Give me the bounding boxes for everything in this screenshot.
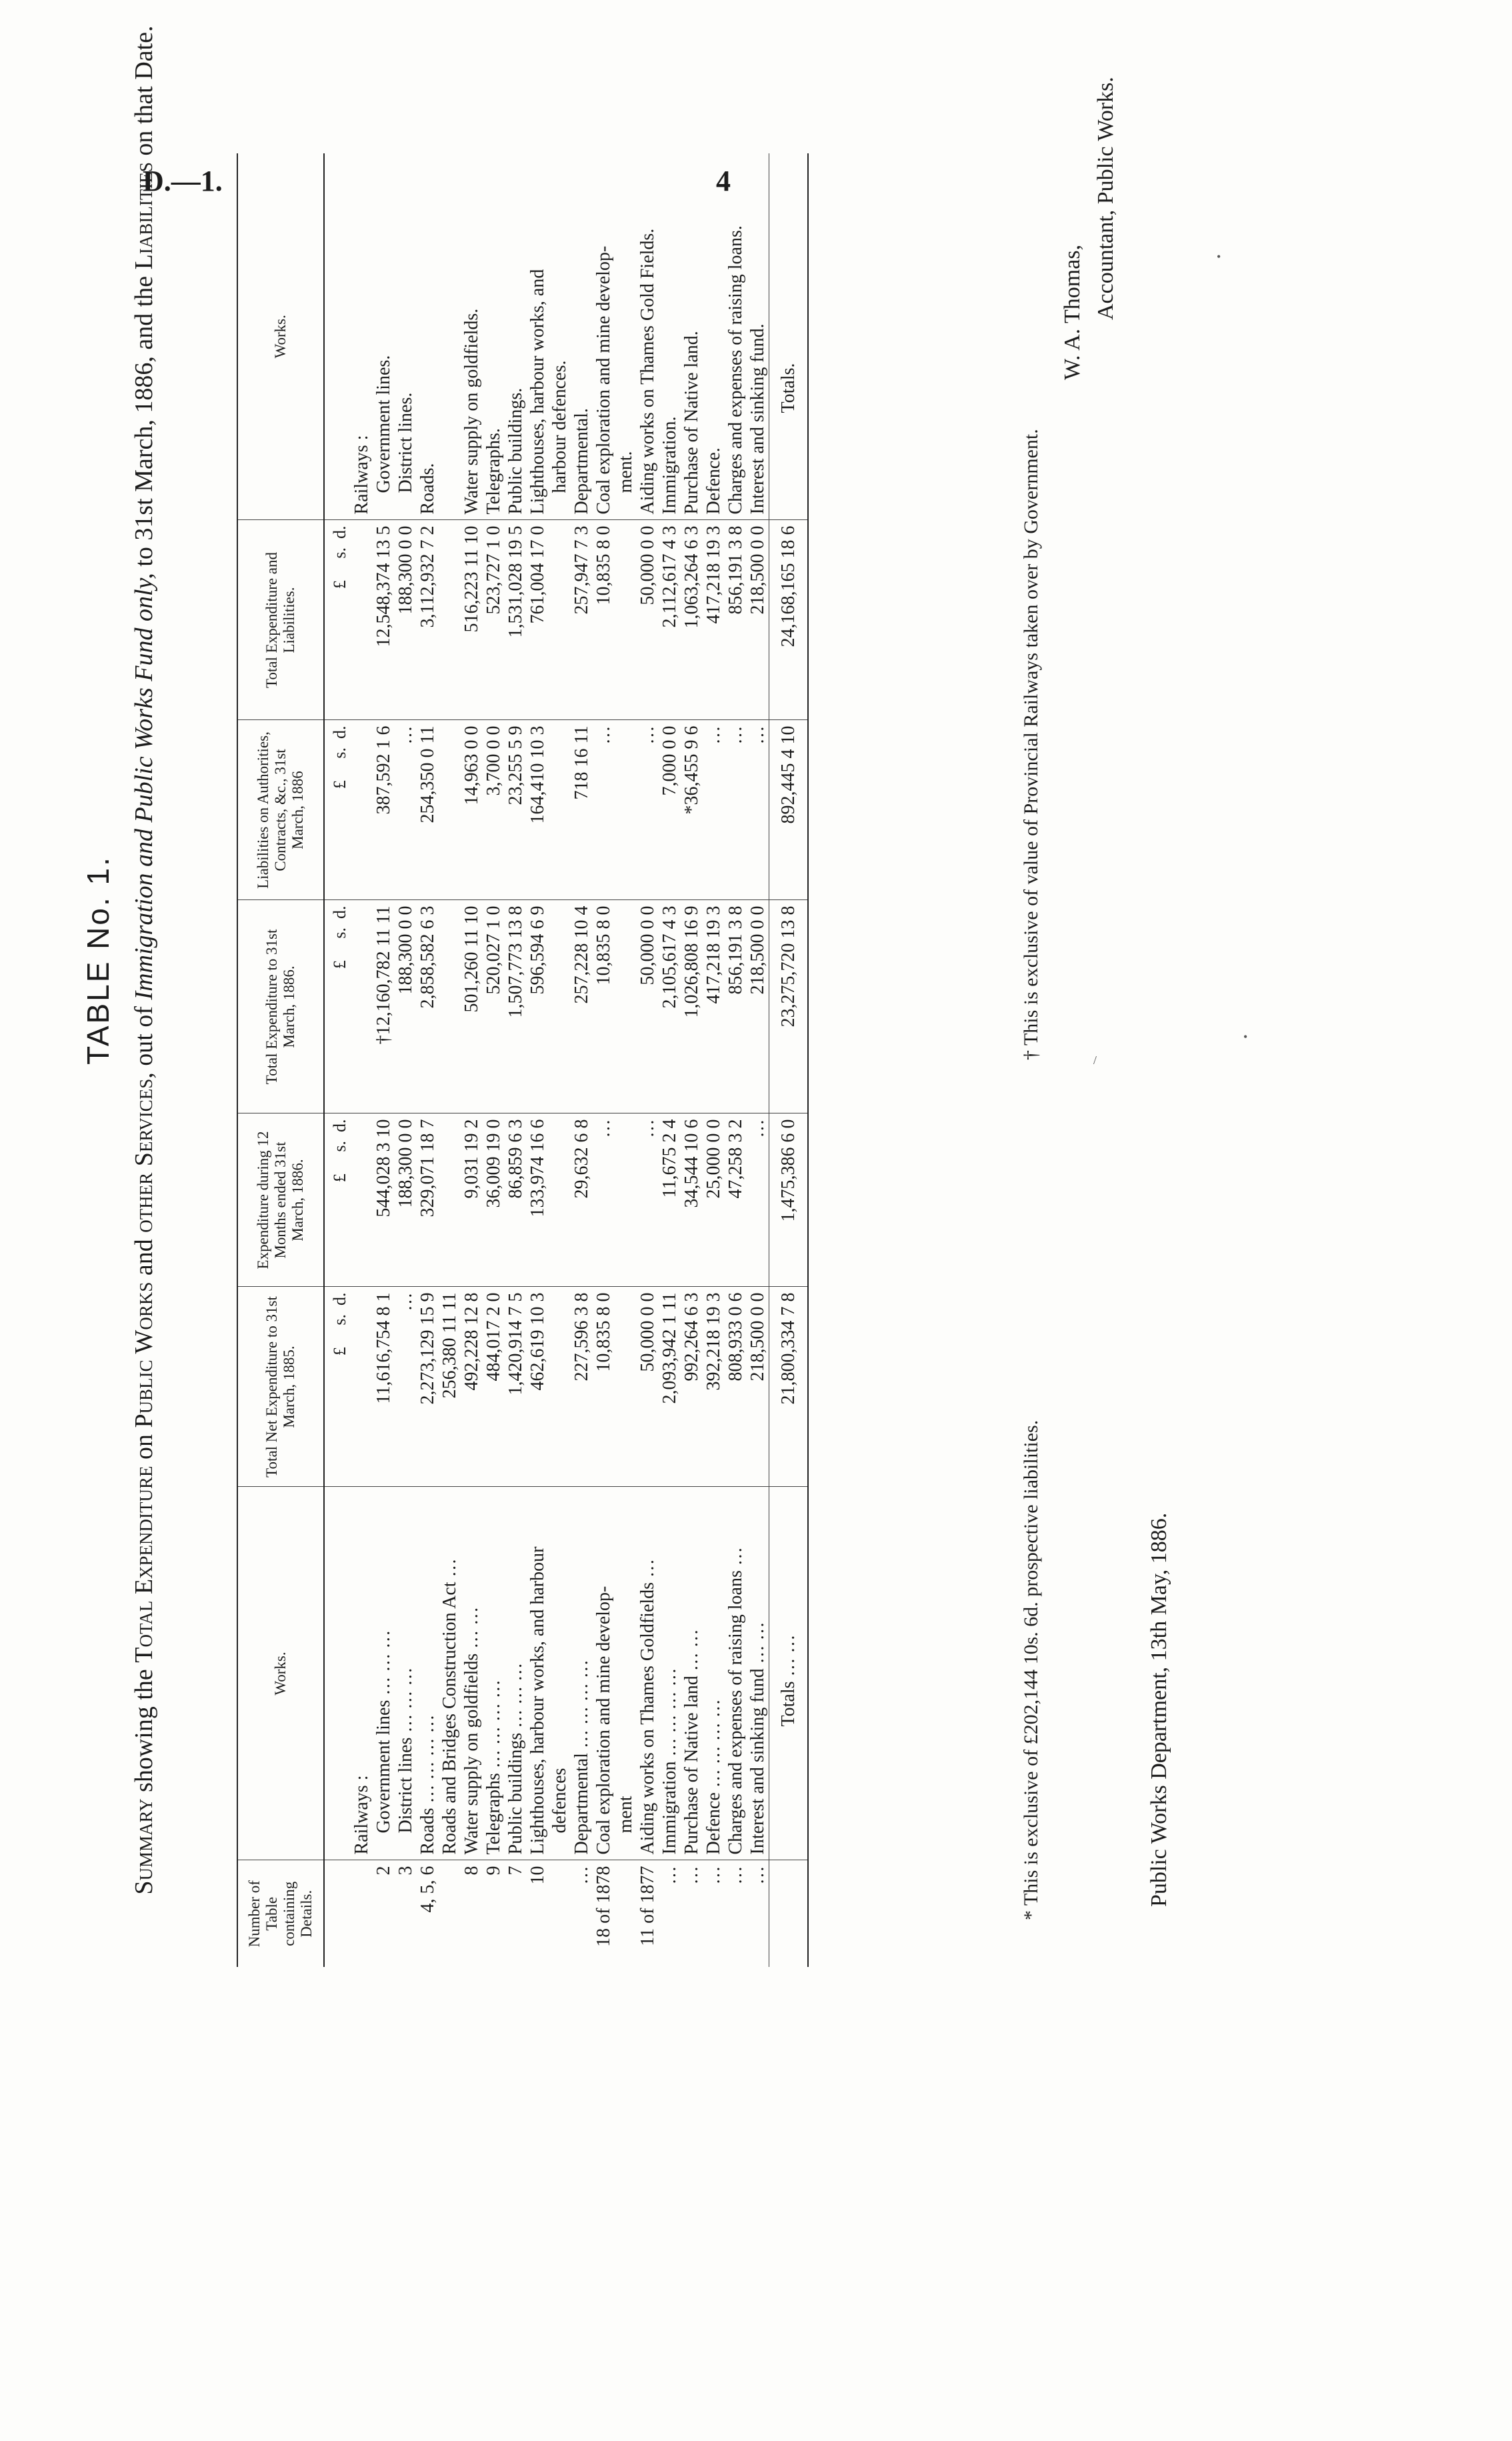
row-total-expenditure: 2,858,582 6 3	[417, 900, 439, 1113]
row-total-exp-liabilities: 10,835 8 0	[593, 520, 615, 720]
header-net-expenditure: Total Net Expenditure to 31st March, 1885.	[237, 1287, 324, 1487]
row-total-exp-liabilities: 1,531,028 19 5	[505, 520, 527, 720]
row-works-right: Aiding works on Thames Gold Fields.	[637, 153, 659, 520]
row-number: …	[747, 1866, 768, 1885]
row-net-expenditure: 462,619 10 3	[527, 1287, 549, 1487]
row-expenditure-12-months	[615, 1113, 637, 1287]
row-works: Water supply on goldfields … …	[461, 1487, 483, 1860]
table-row	[549, 153, 571, 1967]
row-net-expenditure: 808,933 0 6	[725, 1287, 747, 1487]
row-total-expenditure: 417,218 19 3	[703, 900, 725, 1113]
row-total-expenditure: 257,228 10 4	[571, 900, 593, 1113]
row-expenditure-12-months: 86,859 6 3	[505, 1113, 527, 1287]
row-works-right: Immigration.	[659, 153, 681, 520]
row-works-right: Charges and expenses of raising loans.	[725, 153, 747, 520]
totals-total: 23,275,720 13 8	[769, 900, 809, 1113]
row-net-expenditure: 256,380 11 11	[439, 1287, 461, 1487]
row-expenditure-12-months: …	[593, 1113, 615, 1287]
row-net-expenditure: 2,093,942 1 11	[659, 1287, 681, 1487]
row-expenditure-12-months	[351, 1113, 373, 1287]
totals-liab: 892,445 4 10	[769, 720, 809, 900]
table-row	[571, 153, 593, 1967]
table-row	[681, 153, 703, 1967]
footnote-star: * This is exclusive of £202,144 10s. 6d. prospective liabilities.	[1020, 1420, 1042, 1920]
row-total-expenditure: 856,191 3 8	[725, 900, 747, 1113]
row-liabilities: 23,255 5 9	[505, 720, 527, 900]
department-date: Public Works Department, 13th May, 1886.	[1147, 1512, 1171, 1907]
row-works: Interest and sinking fund … …	[747, 1487, 769, 1860]
row-net-expenditure	[351, 1287, 373, 1487]
row-total-exp-liabilities	[351, 520, 373, 720]
row-net-expenditure: …	[395, 1287, 417, 1487]
page-number: 4	[716, 165, 731, 197]
row-works: Telegraphs … … … …	[483, 1487, 505, 1860]
row-total-exp-liabilities: 417,218 19 3	[703, 520, 725, 720]
row-number: 10	[527, 1866, 548, 1885]
table-row	[417, 153, 439, 1967]
row-works: Lighthouses, harbour works, and harbour	[527, 1487, 549, 1860]
row-liabilities: 164,410 10 3	[527, 720, 549, 900]
table-row	[483, 153, 505, 1967]
table-title: TABLE No. 1.	[81, 855, 115, 1065]
row-works: Government lines … … …	[373, 1487, 395, 1860]
row-net-expenditure: 492,228 12 8	[461, 1287, 483, 1487]
signature-name: W. A. Thomas,	[1060, 244, 1085, 380]
row-expenditure-12-months: 9,031 19 2	[461, 1113, 483, 1287]
row-works: Roads and Bridges Construction Act …	[439, 1487, 461, 1860]
row-total-exp-liabilities: 1,063,264 6 3	[681, 520, 703, 720]
row-liabilities	[351, 720, 373, 900]
totals-label: Totals … …	[769, 1487, 809, 1860]
table-row	[725, 153, 747, 1967]
totals-exp12: 1,475,386 6 0	[769, 1113, 809, 1287]
header-total-exp-liabilities: Total Expenditure and Liabilities.	[237, 520, 324, 720]
row-total-expenditure: 10,835 8 0	[593, 900, 615, 1113]
row-total-exp-liabilities: 761,004 17 0	[527, 520, 549, 720]
row-total-exp-liabilities: 218,500 0 0	[747, 520, 769, 720]
row-total-expenditure: 1,026,808 16 9	[681, 900, 703, 1113]
totals-tel: 24,168,165 18 6	[769, 520, 809, 720]
row-works: Immigration … … … …	[659, 1487, 681, 1860]
row-works: Coal exploration and mine develop-	[593, 1487, 615, 1860]
row-total-exp-liabilities: 516,223 11 10	[461, 520, 483, 720]
row-expenditure-12-months: 544,028 3 10	[373, 1113, 395, 1287]
row-works: Purchase of Native land … …	[681, 1487, 703, 1860]
row-works-right: Defence.	[703, 153, 725, 520]
table-row	[747, 153, 769, 1967]
row-total-expenditure: 1,507,773 13 8	[505, 900, 527, 1113]
row-works-right: Water supply on goldfields.	[461, 153, 483, 520]
row-net-expenditure: 218,500 0 0	[747, 1287, 769, 1487]
row-liabilities: 718 16 11	[571, 720, 593, 900]
row-works: Charges and expenses of raising loans …	[725, 1487, 747, 1860]
row-works-right: District lines.	[395, 153, 417, 520]
row-net-expenditure: 992,264 6 3	[681, 1287, 703, 1487]
row-works-right: Telegraphs.	[483, 153, 505, 520]
row-number: 4, 5, 6	[417, 1866, 438, 1913]
row-works-right: Government lines.	[373, 153, 395, 520]
row-number: …	[681, 1866, 702, 1885]
table-row	[659, 153, 681, 1967]
row-total-exp-liabilities: 257,947 7 3	[571, 520, 593, 720]
row-liabilities: 7,000 0 0	[659, 720, 681, 900]
row-works-right	[439, 153, 461, 520]
row-number: …	[725, 1866, 746, 1885]
row-total-exp-liabilities: 3,112,932 7 2	[417, 520, 439, 720]
row-number	[615, 1860, 637, 1967]
row-expenditure-12-months: 11,675 2 4	[659, 1113, 681, 1287]
row-works-right: Purchase of Native land.	[681, 153, 703, 520]
currency-row: £ s. d. £ s. d. £ s. d. £ s. d. £ s. d.	[324, 153, 351, 1967]
table-row	[351, 153, 373, 1967]
row-liabilities: 254,350 0 11	[417, 720, 439, 900]
row-expenditure-12-months: 29,632 6 8	[571, 1113, 593, 1287]
row-works-right: harbour defences.	[549, 153, 571, 520]
row-total-exp-liabilities: 12,548,374 13 5	[373, 520, 395, 720]
row-expenditure-12-months: …	[747, 1113, 769, 1287]
row-number: 9	[483, 1866, 504, 1876]
row-expenditure-12-months: 25,000 0 0	[703, 1113, 725, 1287]
row-liabilities: …	[703, 720, 725, 900]
row-net-expenditure	[615, 1287, 637, 1487]
table-row	[615, 153, 637, 1967]
table-row	[703, 153, 725, 1967]
row-total-exp-liabilities	[549, 520, 571, 720]
row-number: 18 of 1878	[593, 1866, 614, 1947]
table-row	[527, 153, 549, 1967]
row-number	[439, 1860, 461, 1967]
row-liabilities: …	[395, 720, 417, 900]
table-row	[395, 153, 417, 1967]
row-number: 11 of 1877	[637, 1866, 658, 1946]
row-number: …	[703, 1866, 724, 1885]
row-liabilities: 3,700 0 0	[483, 720, 505, 900]
row-expenditure-12-months: 188,300 0 0	[395, 1113, 417, 1287]
row-works: ment	[615, 1487, 637, 1860]
row-number: 7	[505, 1866, 526, 1876]
table-row	[637, 153, 659, 1967]
header-liabilities: Liabilities on Authorities, Contracts, &c., 31st March, 1886	[237, 720, 324, 900]
row-works: District lines … … …	[395, 1487, 417, 1860]
row-expenditure-12-months: 133,974 16 6	[527, 1113, 549, 1287]
table-row	[439, 153, 461, 1967]
row-total-expenditure	[351, 900, 373, 1113]
row-works: Railways :	[351, 1487, 373, 1860]
row-works: Public buildings … … …	[505, 1487, 527, 1860]
header-total-expenditure: Total Expenditure to 31st March, 1886.	[237, 900, 324, 1113]
row-works-right: Departmental.	[571, 153, 593, 520]
table-header-row	[237, 153, 324, 1967]
row-total-expenditure: 596,594 6 9	[527, 900, 549, 1113]
summary-table	[237, 153, 809, 1967]
row-total-expenditure	[439, 900, 461, 1113]
row-liabilities	[549, 720, 571, 900]
row-works: defences	[549, 1487, 571, 1860]
row-net-expenditure: 50,000 0 0	[637, 1287, 659, 1487]
row-liabilities: 387,592 1 6	[373, 720, 395, 900]
row-total-exp-liabilities: 856,191 3 8	[725, 520, 747, 720]
row-liabilities	[615, 720, 637, 900]
totals-row	[769, 153, 809, 1967]
row-works: Defence … … … …	[703, 1487, 725, 1860]
row-total-expenditure: †12,160,782 11 11	[373, 900, 395, 1113]
row-number: 8	[461, 1866, 482, 1876]
row-net-expenditure: 2,273,129 15 9	[417, 1287, 439, 1487]
row-works-right: Lighthouses, harbour works, and	[527, 153, 549, 520]
row-works-right: Roads.	[417, 153, 439, 520]
scan-speck: •	[1243, 1030, 1248, 1043]
row-expenditure-12-months	[549, 1113, 571, 1287]
header-works-right: Works.	[237, 153, 324, 520]
row-net-expenditure: 227,596 3 8	[571, 1287, 593, 1487]
row-total-expenditure: 188,300 0 0	[395, 900, 417, 1113]
totals-label-right: Totals.	[769, 153, 809, 520]
row-number	[351, 1860, 373, 1967]
row-works: Departmental … … … …	[571, 1487, 593, 1860]
row-liabilities: *36,455 9 6	[681, 720, 703, 900]
row-total-expenditure: 50,000 0 0	[637, 900, 659, 1113]
row-works-right: Public buildings.	[505, 153, 527, 520]
footnote-dagger: † This is exclusive of value of Provincial Railways taken over by Government.	[1020, 429, 1042, 1060]
row-total-exp-liabilities: 523,727 1 0	[483, 520, 505, 720]
signature-title: Accountant, Public Works.	[1093, 77, 1118, 320]
document-code: D.—1.	[143, 165, 223, 197]
row-total-exp-liabilities	[615, 520, 637, 720]
row-number: …	[571, 1866, 592, 1885]
row-works: Roads … … … …	[417, 1487, 439, 1860]
row-works-right: Railways :	[351, 153, 373, 520]
row-expenditure-12-months: …	[637, 1113, 659, 1287]
row-net-expenditure: 10,835 8 0	[593, 1287, 615, 1487]
row-expenditure-12-months	[439, 1113, 461, 1287]
row-liabilities: …	[747, 720, 769, 900]
row-net-expenditure: 484,017 2 0	[483, 1287, 505, 1487]
row-expenditure-12-months: 47,258 3 2	[725, 1113, 747, 1287]
table-row	[373, 153, 395, 1967]
row-number: 3	[395, 1866, 416, 1876]
header-number: Number of Table containing Details.	[237, 1860, 324, 1967]
rotated-page-content	[80, 0, 1347, 2100]
row-total-expenditure: 218,500 0 0	[747, 900, 769, 1113]
row-expenditure-12-months: 34,544 10 6	[681, 1113, 703, 1287]
table-subtitle: Summary showing the Total Expenditure on Public Works and other Services, out of Immigration and Public Works Fund only, to 31st March, 1886, and the Liabilities on that Date.	[130, 25, 158, 1895]
scan-speck: /	[1093, 1053, 1097, 1067]
table-row	[593, 153, 615, 1967]
row-liabilities: …	[725, 720, 747, 900]
table-row	[505, 153, 527, 1967]
row-total-exp-liabilities: 50,000 0 0	[637, 520, 659, 720]
row-liabilities: 14,963 0 0	[461, 720, 483, 900]
row-works: Aiding works on Thames Goldfields …	[637, 1487, 659, 1860]
row-total-expenditure: 501,260 11 10	[461, 900, 483, 1113]
row-expenditure-12-months: 329,071 18 7	[417, 1113, 439, 1287]
row-net-expenditure	[549, 1287, 571, 1487]
row-total-expenditure: 2,105,617 4 3	[659, 900, 681, 1113]
row-net-expenditure: 392,218 19 3	[703, 1287, 725, 1487]
row-total-exp-liabilities: 2,112,617 4 3	[659, 520, 681, 720]
scan-speck: •	[1217, 250, 1221, 263]
row-number: …	[659, 1866, 680, 1885]
row-works-right: Coal exploration and mine develop-	[593, 153, 615, 520]
row-liabilities: …	[593, 720, 615, 900]
row-expenditure-12-months: 36,009 19 0	[483, 1113, 505, 1287]
row-number	[549, 1860, 571, 1967]
row-total-expenditure	[549, 900, 571, 1113]
row-total-expenditure: 520,027 1 0	[483, 900, 505, 1113]
row-liabilities	[439, 720, 461, 900]
row-total-expenditure	[615, 900, 637, 1113]
row-works-right: Interest and sinking fund.	[747, 153, 769, 520]
table-row	[461, 153, 483, 1967]
header-works: Works.	[237, 1487, 324, 1860]
row-total-exp-liabilities	[439, 520, 461, 720]
row-net-expenditure: 1,420,914 7 5	[505, 1287, 527, 1487]
table-body	[351, 153, 769, 1967]
row-net-expenditure: 11,616,754 8 1	[373, 1287, 395, 1487]
row-liabilities: …	[637, 720, 659, 900]
header-expenditure-12-months: Expenditure during 12 Months ended 31st March, 1886.	[237, 1113, 324, 1287]
row-works-right: ment.	[615, 153, 637, 520]
row-number: 2	[373, 1866, 394, 1876]
row-total-exp-liabilities: 188,300 0 0	[395, 520, 417, 720]
totals-net: 21,800,334 7 8	[769, 1287, 809, 1487]
